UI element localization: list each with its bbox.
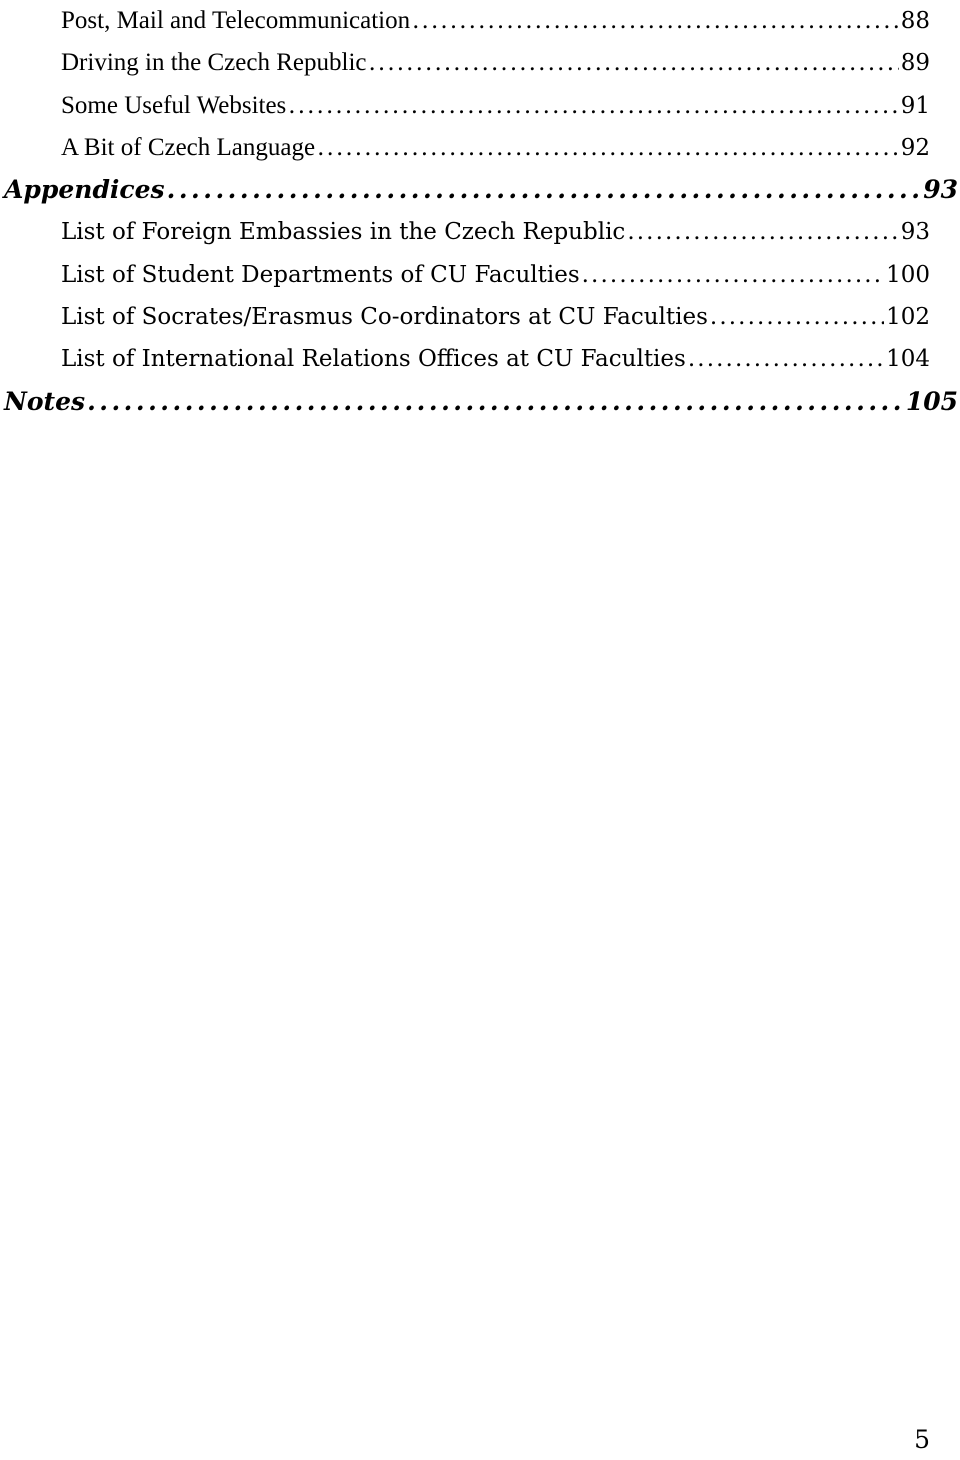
- toc-entry-title: Some Useful Websites: [61, 91, 287, 119]
- toc-entry-appendices[interactable]: [0, 169, 960, 211]
- toc-entry-title: Post, Mail and Telecommunication: [61, 7, 411, 34]
- toc-entry-title: List of Foreign Embassies in the Czech Republic: [61, 219, 626, 246]
- toc-entry-title: Driving in the Czech Republic: [61, 49, 367, 77]
- toc-dot-leader: [627, 211, 898, 253]
- toc-entry-title: List of Socrates/Erasmus Co-ordinators at CU Faculties: [61, 304, 708, 331]
- toc-dot-leader: [288, 85, 898, 127]
- toc-entry-title: A Bit of Czech Language: [61, 133, 316, 161]
- toc-entry-title: Notes: [4, 386, 86, 416]
- toc-entry-international-offices[interactable]: [0, 338, 960, 380]
- toc-entry-page: 91: [900, 92, 930, 119]
- toc-entry-page: 88: [900, 8, 930, 34]
- toc-entry-post-mail[interactable]: [0, 0, 960, 42]
- toc-entry-page: 102: [886, 304, 930, 331]
- page-number: 5: [914, 1425, 930, 1454]
- toc-entry-websites[interactable]: [0, 85, 960, 127]
- toc-dot-leader: [412, 0, 899, 42]
- toc-dot-leader: [317, 127, 899, 169]
- toc-entry-embassies[interactable]: [0, 211, 960, 253]
- toc-entry-driving[interactable]: [0, 42, 960, 84]
- toc-entry-title: List of Student Departments of CU Faculties: [61, 261, 580, 288]
- toc-entry-page: 93: [900, 219, 930, 246]
- toc-entry-notes[interactable]: [0, 381, 960, 423]
- toc-entry-page: 92: [900, 134, 930, 161]
- table-of-contents: [0, 0, 960, 423]
- toc-entry-title: List of International Relations Offices at CU Faculties: [61, 346, 686, 373]
- toc-dot-leader: [87, 381, 904, 423]
- toc-dot-leader: [167, 169, 922, 211]
- toc-entry-title: Appendices: [4, 175, 165, 205]
- toc-dot-leader: [688, 338, 884, 380]
- toc-entry-erasmus-coordinators[interactable]: [0, 296, 960, 338]
- toc-entry-page: 89: [900, 50, 930, 77]
- toc-entry-page: 105: [905, 386, 958, 416]
- toc-entry-page: 93: [923, 175, 958, 205]
- toc-entry-page: 100: [886, 261, 930, 288]
- toc-dot-leader: [368, 42, 898, 84]
- toc-entry-page: 104: [886, 346, 930, 373]
- toc-dot-leader: [582, 254, 884, 296]
- toc-entry-student-departments[interactable]: [0, 254, 960, 296]
- toc-entry-czech-language[interactable]: [0, 127, 960, 169]
- toc-dot-leader: [710, 296, 884, 338]
